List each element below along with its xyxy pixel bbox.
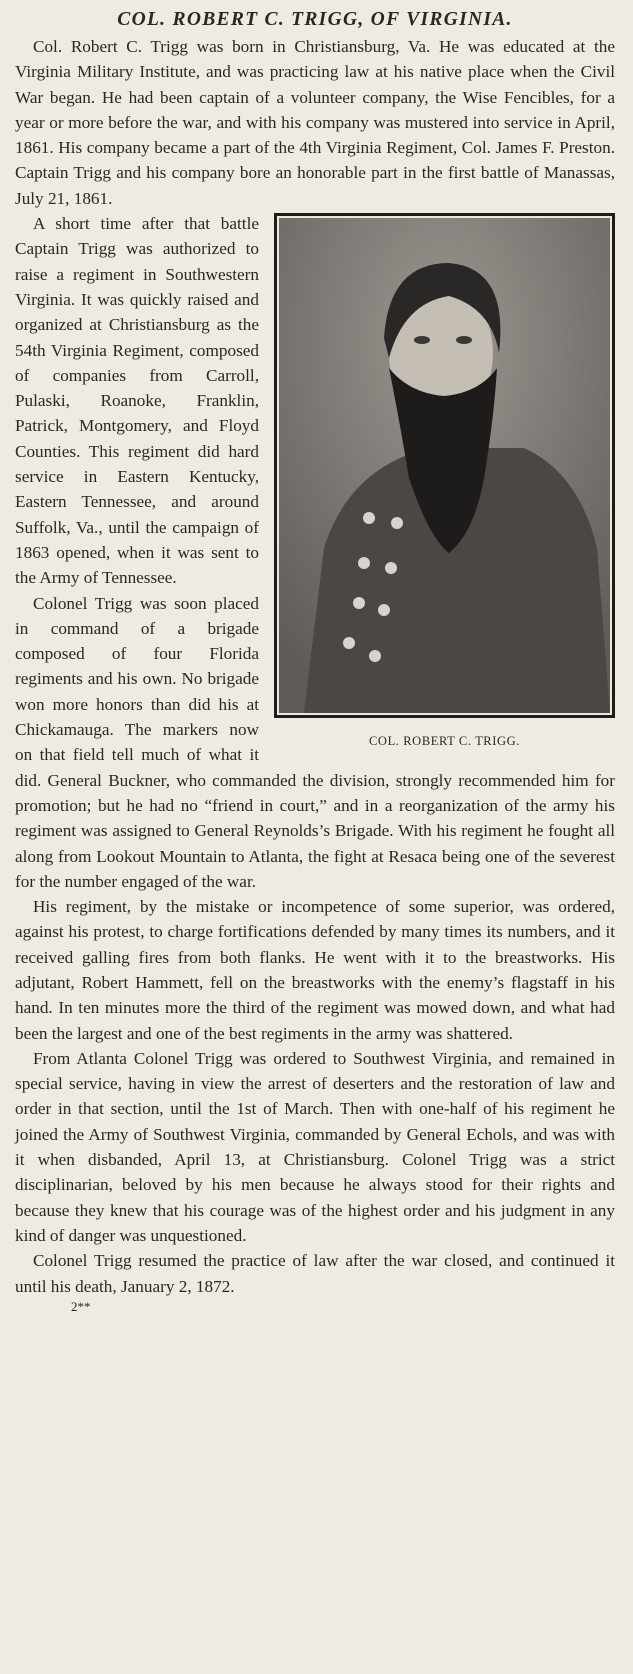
portrait-frame	[274, 213, 615, 718]
portrait-caption: COL. ROBERT C. TRIGG.	[369, 734, 520, 749]
paragraph-5: From Atlanta Colonel Trigg was ordered to Southwest Virginia, and remained in special service, having in view the arrest of deserters and the restoration of law and order in that section, until the 1st of March. Then with one-half of his regiment he joined the Army of Southwest Virginia, commanded by General Echols, and was with it when disbanded, April 13, at Christiansburg. Colonel Trigg was a strict disciplinarian, beloved by his men because he always stood for their rights and because they knew that his courage was of the highest order and his judgment in any kind of danger was unquestioned.	[15, 1048, 615, 1245]
paragraph-1: Col. Robert C. Trigg was born in Christiansburg, Va. He was educated at the Virginia Military Institute, and was practicing law at his native place when the Civil War began. He had been captain of a volunteer company, the Wise Fencibles, for a year or more before the war, and with his company was mustered into service in April, 1861. His company became a part of the 4th Virginia Regiment, Col. James F. Preston. Captain Trigg and his company bore an honorable part in the first battle of Manassas, July 21, 1861.	[15, 37, 615, 208]
page	[15, 8, 615, 1315]
paragraph-6: Colonel Trigg resumed the practice of law after the war closed, and continued it until his death, January 2, 1872.	[15, 1251, 615, 1296]
paragraph-4: His regiment, by the mistake or incompetence of some superior, was ordered, against his protest, to charge fortifications defended by many times its numbers, and it received galling fires from both flanks. He went with it to the breastworks. His adjutant, Robert Hammett, fell on the breastworks with the enemy’s flagstaff in his hand. In ten minutes more the third of the regiment was mowed down, and what had been the largest and one of the best regiments in the army was shattered.	[15, 897, 615, 1043]
signature-mark: 2**	[71, 1298, 91, 1314]
article-title: COL. ROBERT C. TRIGG, OF VIRGINIA.	[117, 9, 513, 30]
portrait-figure	[274, 213, 615, 749]
paragraph-3: Colonel Trigg was soon placed in command of a brigade composed of four Florida regiments and his own. No brigade won more honors than did his at Chickamauga. The markers now on that field tell much of what it did. General Buckner, who commanded the division, strongly recommended him for promotion; but he had no “friend in court,” and in a reorganization of the army his regiment was assigned to General Reynolds’s Brigade. With his regiment he fought all along from Lookout Mountain to Atlanta, the fight at Resaca being one of the severest for the number engaged of the war.	[15, 593, 615, 891]
portrait-photo	[279, 218, 610, 713]
paragraph-2: A short time after that battle Captain Trigg was authorized to raise a regiment in Southwestern Virginia. It was quickly raised and organized at Christiansburg as the 54th Virginia Regiment, composed of companies from Carroll, Pulaski, Roanoke, Franklin, Patrick, Montgomery, and Floyd Counties. This regiment did hard service in Eastern Kentucky, Eastern Tennessee, and around Suffolk, Va., until the campaign of 1863 opened, when it was sent to the Army of Tennessee.	[15, 214, 259, 588]
